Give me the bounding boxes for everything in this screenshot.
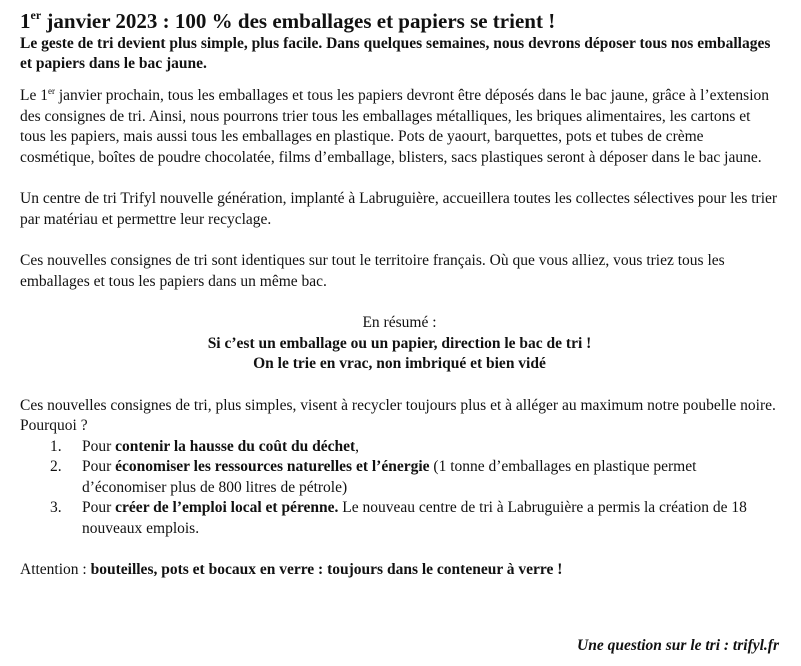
list-item bbox=[20, 457, 779, 498]
attention-label: Attention : bbox=[20, 561, 91, 578]
paragraph-why: Ces nouvelles consignes de tri, plus simples, visent à recycler toujours plus et à alléger au maximum notre poubelle noire. Pourquoi ? bbox=[20, 396, 776, 434]
list-item-prefix: Pour bbox=[82, 458, 116, 475]
summary-line-1: Si c’est un emballage ou un papier, direction le bac de tri ! bbox=[207, 334, 592, 352]
list-number: 3. bbox=[50, 499, 62, 516]
title-day: 1 bbox=[20, 9, 31, 33]
paragraph-center: Un centre de tri Trifyl nouvelle génération, implanté à Labruguière, accueillera toutes les collectes sélectives pour les trier par matériau et permettre leur recyclage. bbox=[20, 190, 778, 228]
intro-before-sup: Le 1 bbox=[20, 87, 48, 104]
list-item-bold: contenir la hausse du coût du déchet bbox=[115, 437, 356, 455]
title-rest: janvier 2023 : 100 % des emballages et papiers se trient ! bbox=[41, 9, 556, 33]
list-number: 2. bbox=[50, 458, 62, 475]
list-item bbox=[20, 498, 779, 539]
paragraph-intro bbox=[20, 86, 779, 168]
list-item bbox=[20, 437, 779, 458]
list-item-prefix: Pour bbox=[82, 499, 116, 516]
intro-after-sup: janvier prochain, tous les emballages et tous les papiers devront être déposés dans le bac jaune, grâce à l’extension des consignes de tri. Ainsi, nous pourrons trier tous les emballages métalliques, les briques alimentaires, les cartons et tous les papiers, mais aussi tous les emballages en plastique. Pots de yaourt, barquettes, pots et tubes de crème cosmétique, boîtes de poudre chocolatée, films d’emballage, blisters, sacs plastiques seront à déposer dans le bac jaune. bbox=[20, 87, 770, 166]
list-item-suffix: Le nouveau centre de tri à Labruguière a permis la création de 18 nouveaux emplois. bbox=[82, 499, 747, 537]
list-item-suffix: (1 tonne d’emballages en plastique permet d’économiser plus de 800 litres de pétrole) bbox=[82, 458, 697, 496]
list-item-prefix: Pour bbox=[82, 437, 116, 455]
title-day-sup: er bbox=[30, 8, 42, 22]
summary-line-2: On le trie en vrac, non imbriqué et bien vidé bbox=[253, 355, 546, 372]
footer-contact: Une question sur le tri : trifyl.fr bbox=[577, 637, 779, 654]
summary-block bbox=[20, 313, 779, 375]
list-item-suffix: , bbox=[355, 437, 360, 455]
summary-label: En résumé : bbox=[362, 314, 437, 331]
subtitle: Le geste de tri devient plus simple, plus facile. Dans quelques semaines, nous devrons déposer tous nos emballages et papiers dans le bac jaune. bbox=[20, 35, 771, 72]
attention-note bbox=[20, 560, 779, 581]
list-item-bold: économiser les ressources naturelles et l’énergie bbox=[115, 458, 430, 475]
reasons-list bbox=[20, 437, 779, 540]
page-title bbox=[20, 8, 779, 34]
paragraph-territory: Ces nouvelles consignes de tri sont identiques sur tout le territoire français. Où que vous alliez, vous triez tous les emballages et tous les papiers dans un même bac. bbox=[20, 252, 725, 290]
list-number: 1. bbox=[50, 437, 62, 455]
attention-text: bouteilles, pots et bocaux en verre : toujours dans le conteneur à verre ! bbox=[90, 561, 563, 578]
intro-sup: er bbox=[47, 86, 55, 96]
list-item-bold: créer de l’emploi local et pérenne. bbox=[115, 499, 339, 516]
